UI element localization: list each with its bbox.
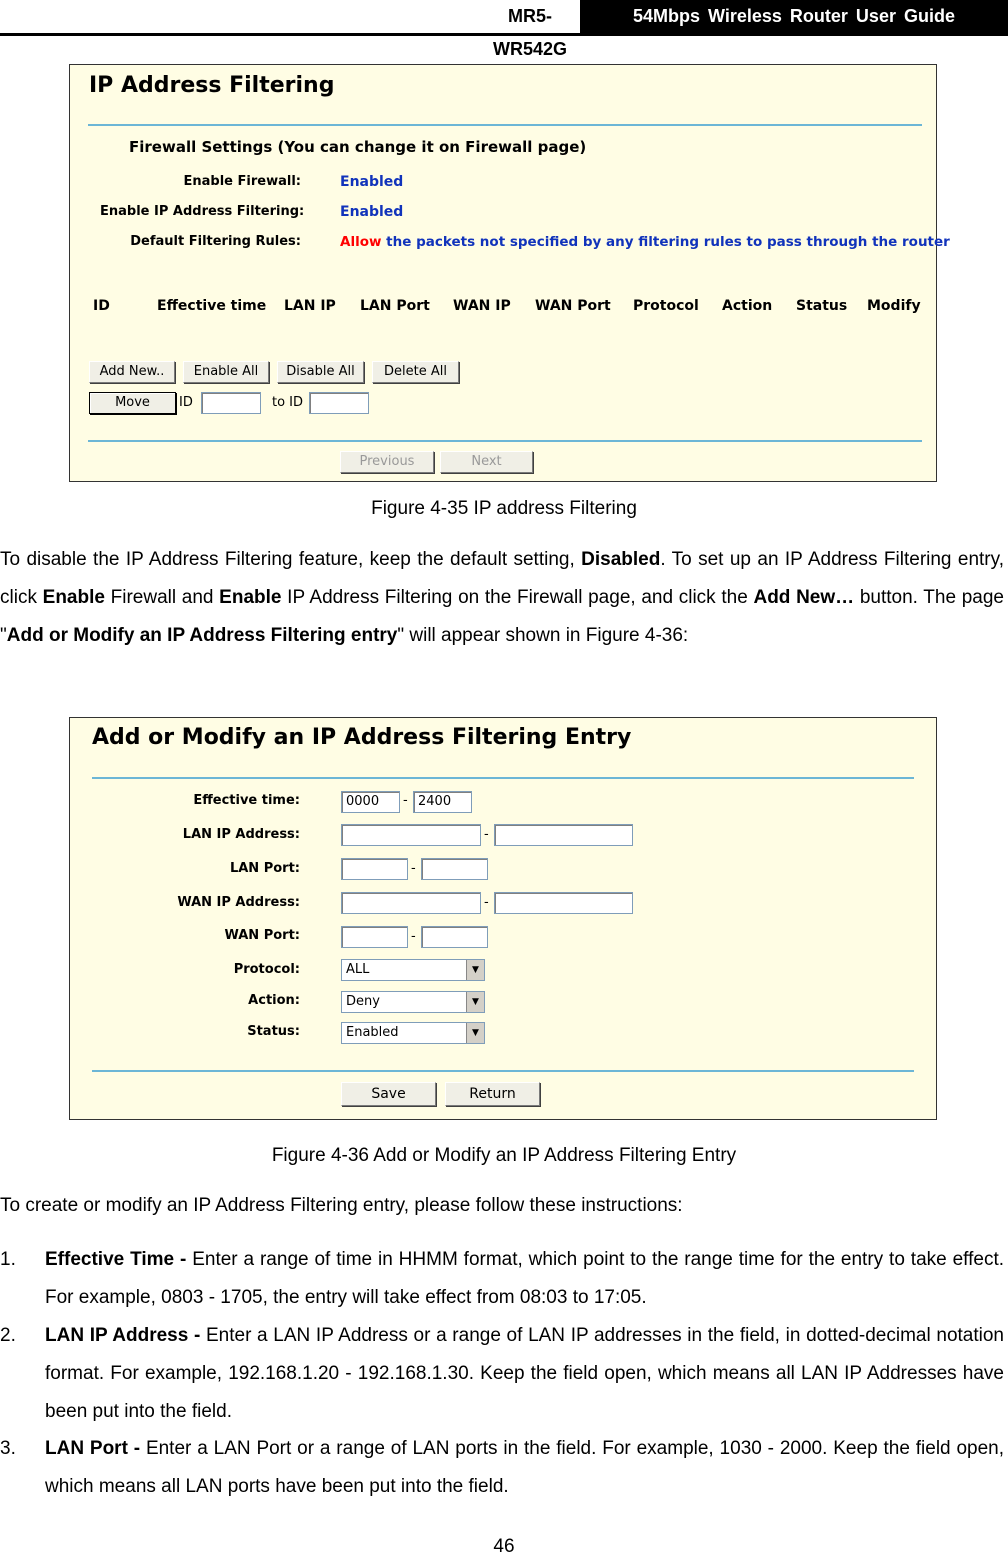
- enable-all-button[interactable]: Enable All: [183, 361, 269, 383]
- panel-bottom-rule: [88, 440, 922, 442]
- p1-bold-add-new: Add New…: [753, 587, 855, 608]
- col-lan-ip: LAN IP: [284, 298, 336, 314]
- instructions-intro: To create or modify an IP Address Filtering entry, please follow these instructions:: [0, 1195, 683, 1216]
- move-to-id-input[interactable]: [309, 392, 369, 414]
- page-number: 46: [493, 1536, 515, 1557]
- lan-port-label: LAN Port:: [229, 861, 300, 876]
- wan-port-start-input[interactable]: [341, 926, 408, 948]
- action-select-value: Deny: [346, 994, 380, 1009]
- protocol-label: Protocol:: [233, 962, 300, 977]
- list-item-number: 2.: [0, 1325, 16, 1346]
- action-select[interactable]: [341, 991, 485, 1013]
- move-to-id-label: to ID: [272, 395, 304, 410]
- move-id-label: ID: [179, 395, 193, 410]
- move-button[interactable]: Move: [89, 392, 176, 414]
- default-rules-allow: Allow: [340, 234, 382, 250]
- default-rules-value: [340, 234, 950, 250]
- wan-ip-start-input[interactable]: [341, 892, 481, 914]
- enable-ip-filtering-label: Enable IP Address Filtering:: [100, 204, 305, 219]
- header-rule: [0, 33, 1008, 36]
- p1-bold-page-name: Add or Modify an IP Address Filtering entry: [6, 625, 398, 646]
- enable-firewall-value: Enabled: [340, 174, 404, 190]
- effective-time-end-input[interactable]: 2400: [413, 791, 472, 813]
- enable-ip-filtering-value: Enabled: [340, 204, 404, 220]
- lan-port-end-input[interactable]: [421, 858, 488, 880]
- p1-bold-disabled: Disabled: [581, 549, 661, 570]
- effective-time-label: Effective time:: [193, 793, 300, 808]
- status-select-value: Enabled: [346, 1025, 399, 1040]
- wan-port-label: WAN Port:: [224, 928, 300, 943]
- header-model: MR5-WR542G: [492, 6, 568, 59]
- panel-top-rule: [88, 124, 922, 126]
- panel-title: IP Address Filtering: [89, 73, 335, 98]
- add-new-button[interactable]: Add New..: [89, 361, 175, 383]
- lan-port-start-input[interactable]: [341, 858, 408, 880]
- intro-paragraph: [0, 541, 1004, 655]
- header-guide-title: 54Mbps Wireless Router User Guide: [580, 0, 1008, 33]
- dash: -: [411, 929, 416, 944]
- list-item-term: LAN IP Address -: [45, 1325, 201, 1346]
- protocol-select[interactable]: [341, 959, 485, 981]
- status-select[interactable]: [341, 1022, 485, 1044]
- col-effective-time: Effective time: [157, 298, 267, 314]
- chevron-down-icon[interactable]: ▼: [466, 960, 484, 980]
- chevron-down-icon[interactable]: ▼: [466, 992, 484, 1012]
- return-button[interactable]: Return: [445, 1082, 540, 1106]
- chevron-down-icon[interactable]: ▼: [466, 1023, 484, 1043]
- panel-bottom-rule: [92, 1070, 914, 1072]
- col-modify: Modify: [867, 298, 921, 314]
- list-item-body: [45, 1430, 1004, 1506]
- list-item-body: [45, 1317, 1004, 1431]
- delete-all-button[interactable]: Delete All: [372, 361, 459, 383]
- list-item-text: Enter a range of time in HHMM format, which point to the range time for the entry to take effect. For example, 0803 - 1705, the entry will take effect from 08:03 to 17:05.: [45, 1249, 1004, 1308]
- list-item-number: 1.: [0, 1249, 16, 1270]
- p1-text-4: IP Address Filtering on the Firewall page, and click the: [281, 587, 754, 608]
- wan-port-end-input[interactable]: [421, 926, 488, 948]
- list-item-term: LAN Port -: [45, 1438, 141, 1459]
- default-rules-rest: the packets not specified by any filtering rules to pass through the router: [381, 234, 950, 250]
- p1-bold-enable-1: Enable: [42, 587, 105, 608]
- protocol-select-value: ALL: [346, 962, 370, 977]
- col-id: ID: [93, 298, 110, 314]
- list-item-number: 3.: [0, 1438, 16, 1459]
- add-modify-entry-panel: [69, 717, 937, 1120]
- lan-ip-start-input[interactable]: [341, 824, 481, 846]
- list-item-term: Effective Time -: [45, 1249, 187, 1270]
- wan-ip-end-input[interactable]: [494, 892, 633, 914]
- figure-4-36-caption: Figure 4-36 Add or Modify an IP Address Filtering Entry: [271, 1145, 737, 1166]
- enable-firewall-label: Enable Firewall:: [183, 174, 301, 189]
- wan-ip-label: WAN IP Address:: [177, 895, 300, 910]
- default-rules-label: Default Filtering Rules:: [130, 234, 301, 249]
- dash: -: [484, 895, 489, 910]
- list-item-text: Enter a LAN Port or a range of LAN ports in the field. For example, 1030 - 2000. Keep the field open, which means all LAN ports have been put into the field.: [45, 1438, 1005, 1497]
- list-item-text: Enter a LAN IP Address or a range of LAN IP addresses in the field, in dotted-decimal notation format. For example, 192.168.1.20 - 192.168.1.30. Keep the field open, which means all LAN IP Addresses have been put into the field.: [45, 1325, 1004, 1422]
- col-status: Status: [796, 298, 848, 314]
- save-button[interactable]: Save: [341, 1082, 436, 1106]
- p1-text-3: Firewall and: [104, 587, 220, 608]
- p1-text-6: " will appear shown in Figure 4-36:: [397, 625, 689, 646]
- col-lan-port: LAN Port: [360, 298, 430, 314]
- col-action: Action: [722, 298, 773, 314]
- previous-button[interactable]: Previous: [340, 451, 434, 473]
- panel-title: Add or Modify an IP Address Filtering Entry: [92, 725, 632, 750]
- disable-all-button[interactable]: Disable All: [277, 361, 364, 383]
- col-protocol: Protocol: [633, 298, 699, 314]
- col-wan-port: WAN Port: [535, 298, 611, 314]
- next-button[interactable]: Next: [440, 451, 533, 473]
- list-item-body: [45, 1241, 1004, 1317]
- p1-text-5: button. The page ": [0, 587, 1004, 646]
- p1-bold-enable-2: Enable: [219, 587, 282, 608]
- move-from-id-input[interactable]: [201, 392, 261, 414]
- ip-filtering-panel: [69, 64, 950, 482]
- col-wan-ip: WAN IP: [453, 298, 511, 314]
- p1-text-1: To disable the IP Address Filtering feature, keep the default setting,: [0, 549, 582, 570]
- action-label: Action:: [248, 993, 300, 1008]
- figure-4-35-caption: Figure 4-35 IP address Filtering: [371, 498, 637, 519]
- dash: -: [411, 861, 416, 876]
- effective-time-start-input[interactable]: 0000: [341, 791, 400, 813]
- status-label: Status:: [247, 1024, 300, 1039]
- lan-ip-label: LAN IP Address:: [182, 827, 300, 842]
- panel-top-rule: [92, 777, 914, 779]
- dash: -: [484, 827, 489, 842]
- dash: -: [403, 793, 408, 808]
- p1-text-2: . To set up an IP Address Filtering entry, click: [0, 549, 1004, 608]
- lan-ip-end-input[interactable]: [494, 824, 633, 846]
- firewall-settings-heading: Firewall Settings (You can change it on Firewall page): [129, 138, 587, 156]
